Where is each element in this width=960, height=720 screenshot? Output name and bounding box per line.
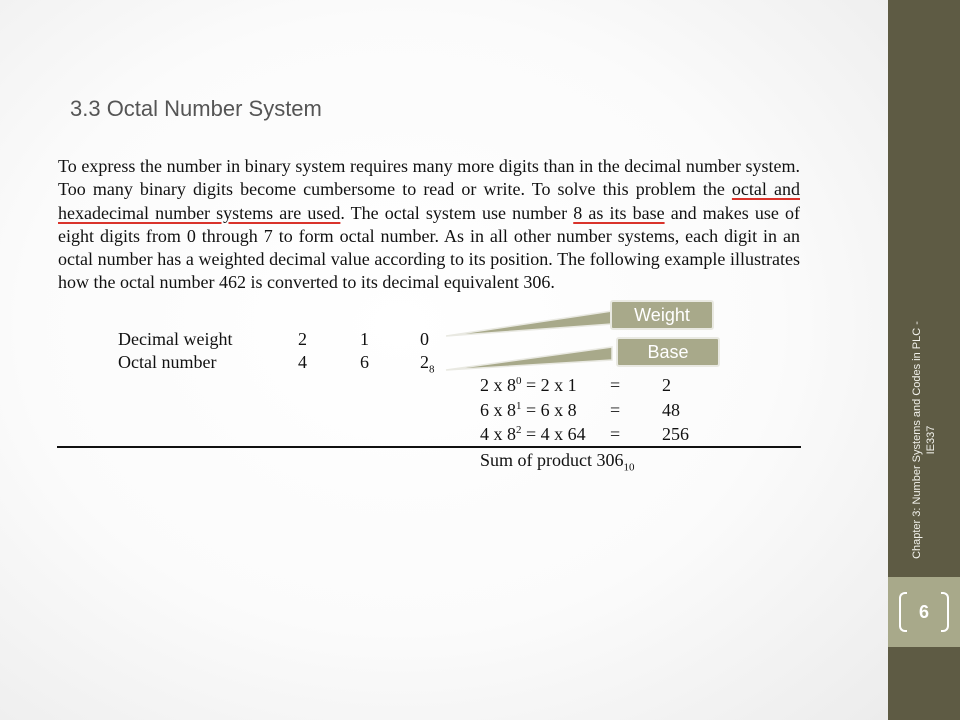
page-number: 6 xyxy=(918,601,929,622)
octal-digit-last: $2_8$ xyxy=(420,352,435,376)
paragraph-text-3: and makes use of eight digits from 0 through 7 to form octal number. As in all other number systems, each digit in an octal number has a weighted decimal value according to its position. The following example illustrates how the octal number 462 is converted to its decimal equivalent 306. xyxy=(58,202,801,293)
weight-leader xyxy=(446,311,612,336)
calc-equals: = xyxy=(610,400,621,420)
paragraph-text-2: . The octal system use number xyxy=(340,202,574,223)
calc-expression: 6 x $8^1 = 6$ x 8 xyxy=(480,400,577,420)
octal-number-label: Octal number xyxy=(118,352,217,372)
octal-digit: 6 xyxy=(360,352,369,372)
calc-expression: 4 x $8^2 = 4$ x 64 xyxy=(480,424,586,444)
base-leader xyxy=(446,347,612,370)
chapter-footer-text: Chapter 3: Number Systems and Codes in PLC - IE337 xyxy=(911,321,937,559)
calc-equals: = xyxy=(610,424,621,444)
calc-result: 256 xyxy=(662,424,689,444)
paragraph-text-1: To express the number in binary system requires many more digits than in the decimal number system. Too many binary digits become cumbersome to read or write. To solve this problem the xyxy=(58,156,800,200)
underlined-phrase-base: 8 as its base xyxy=(573,202,665,223)
calc-result: 48 xyxy=(662,400,680,420)
octal-digit: 4 xyxy=(298,352,307,372)
slide-title: 3.3 Octal Number System xyxy=(70,96,322,121)
underlined-phrase-octal-hex: octal and hexadecimal number systems are used xyxy=(58,179,800,223)
weight-value: 1 xyxy=(360,329,369,349)
decimal-weight-label: Decimal weight xyxy=(118,329,233,349)
weight-value: 0 xyxy=(420,329,429,349)
calc-result: 2 xyxy=(662,375,671,395)
sum-of-product: Sum of product $306_{10}$ xyxy=(480,450,635,474)
calc-equals: = xyxy=(610,375,621,395)
weight-value: 2 xyxy=(298,329,307,349)
weight-callout: Weight xyxy=(610,300,714,330)
calc-expression: 2 x $8^0 = 2$ x 1 xyxy=(480,375,577,395)
base-callout: Base xyxy=(616,337,720,367)
